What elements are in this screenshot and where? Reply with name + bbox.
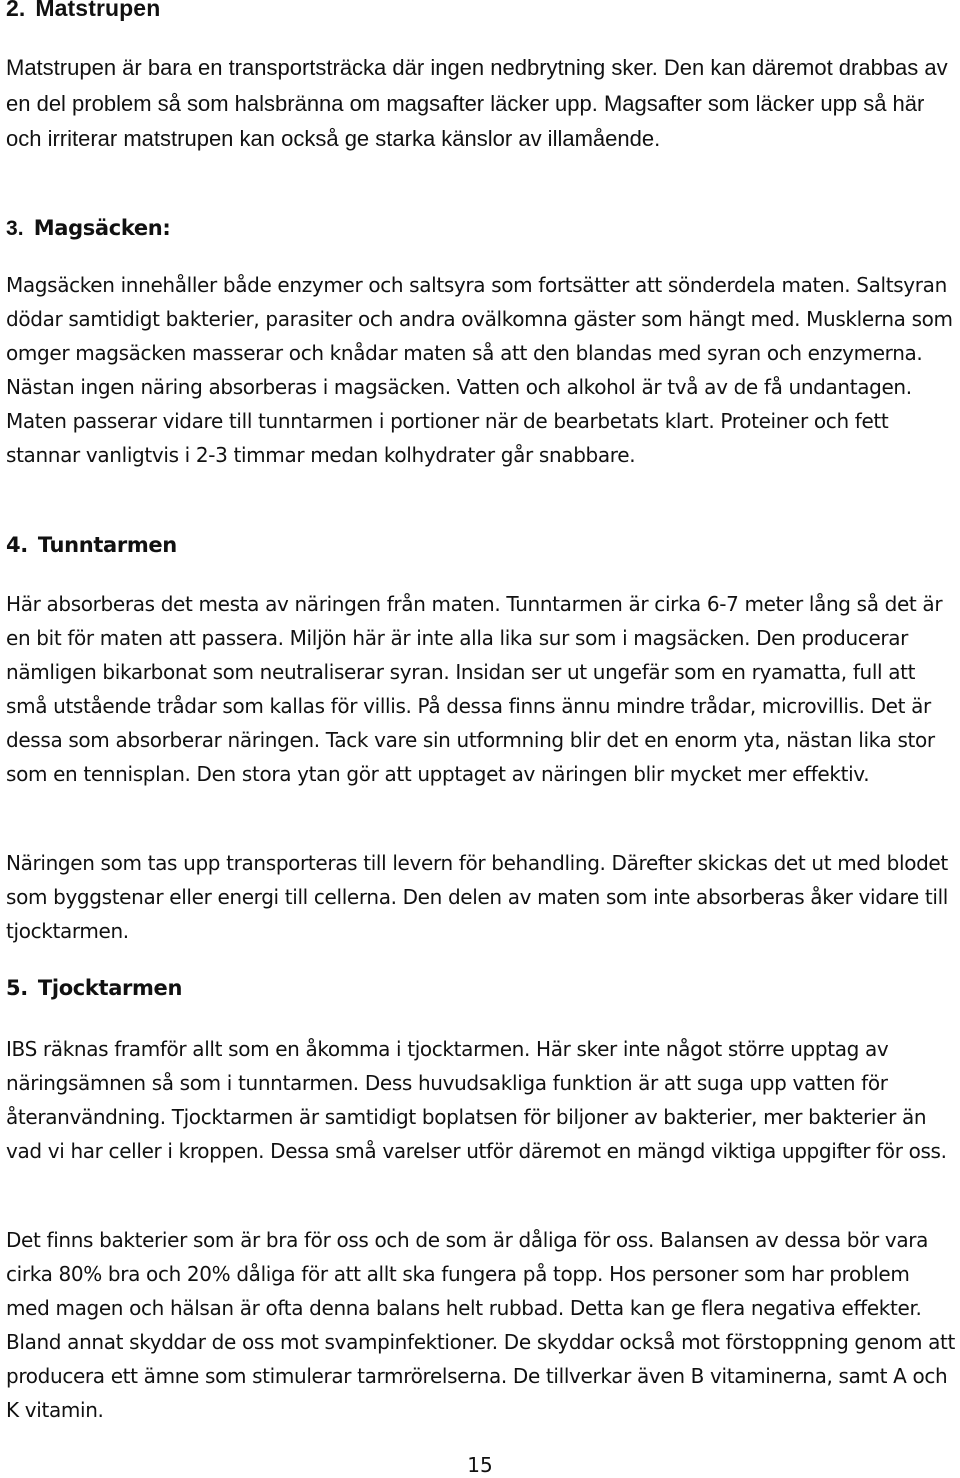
section-heading-tunntarmen [6, 531, 177, 559]
page-number: 15 [467, 1453, 493, 1477]
section-number: 5. [6, 976, 28, 1000]
section-heading-matstrupen [6, 0, 160, 22]
section-title: Tunntarmen [37, 533, 177, 557]
paragraph-tjocktarmen-1: IBS räknas framför allt som en åkomma i tjocktarmen. Här sker inte något större upptag av näringsämnen så som i tunntarmen. Dess huvudsakliga funktion är att suga upp vatten för återanvändning. Tjocktarmen är samtidigt boplatsen för biljoner av bakterier, mer bakterier än vad vi har celler i kroppen. Dessa små varelser utför däremot en mängd viktiga uppgifter för oss. [6, 1037, 947, 1163]
section-heading-tjocktarmen [6, 974, 182, 1002]
section-title: Matstrupen [35, 0, 161, 21]
section-number: 4. [6, 533, 28, 557]
paragraph-tunntarmen-1: Här absorberas det mesta av näringen från maten. Tunntarmen är cirka 6-7 meter lång så det är en bit för maten att passera. Miljön här är inte alla lika sur som i magsäcken. Den producerar nämligen bikarbonat som neutraliserar syran. Insidan ser ut ungefär som en ryamatta, full att små utstående trådar som kallas för villis. På dessa finns ännu mindre trådar, microvillis. Det är dessa som absorberar näringen. Tack vare sin utformning blir det en enorm yta, nästan lika stor som en tennisplan. Den stora ytan gör att upptaget av näringen blir mycket mer effektiv. [6, 592, 943, 786]
section-title: Tjocktarmen [37, 976, 183, 1000]
section-title: Magsäcken: [33, 216, 171, 240]
section-number: 2. [6, 0, 26, 21]
section-number: 3. [6, 217, 24, 240]
paragraph-tjocktarmen-2: Det finns bakterier som är bra för oss och de som är dåliga för oss. Balansen av dessa bör vara cirka 80% bra och 20% dåliga för att allt ska fungera på topp. Hos personer som har problem med magen och hälsan är ofta denna balans helt rubbad. Detta kan ge flera negativa effekter. Bland annat skyddar de oss mot svampinfektioner. De skyddar också mot förstoppning genom att producera ett ämne som stimulerar tarmrörelserna. De tillverkar även B vitaminerna, samt A och K vitamin. [6, 1228, 955, 1422]
paragraph-magsacken: Magsäcken innehåller både enzymer och saltsyra som fortsätter att sönderdela maten. Saltsyran dödar samtidigt bakterier, parasiter och andra ovälkomna gäster som hängt med. Musklerna som omger magsäcken masserar och knådar maten så att den blandas med syran och enzymerna. Nästan ingen näring absorberas i magsäcken. Vatten och alkohol är två av de få undantagen. Maten passerar vidare till tunntarmen i portioner när de bearbetats klart. Proteiner och fett stannar vanligtvis i 2-3 timmar medan kolhydrater går snabbare. [6, 273, 953, 467]
paragraph-matstrupen: Matstrupen är bara en transportsträcka där ingen nedbrytning sker. Den kan däremot drabbas av en del problem så som halsbränna om magsafter läcker upp. Magsafter som läcker upp så här och irriterar matstrupen kan också ge starka känslor av illamående. [6, 55, 948, 151]
paragraph-tunntarmen-2: Näringen som tas upp transporteras till levern för behandling. Därefter skickas det ut med blodet som byggstenar eller energi till cellerna. Den delen av maten som inte absorberas åker vidare till tjocktarmen. [6, 851, 948, 943]
section-heading-magsacken [6, 214, 170, 243]
